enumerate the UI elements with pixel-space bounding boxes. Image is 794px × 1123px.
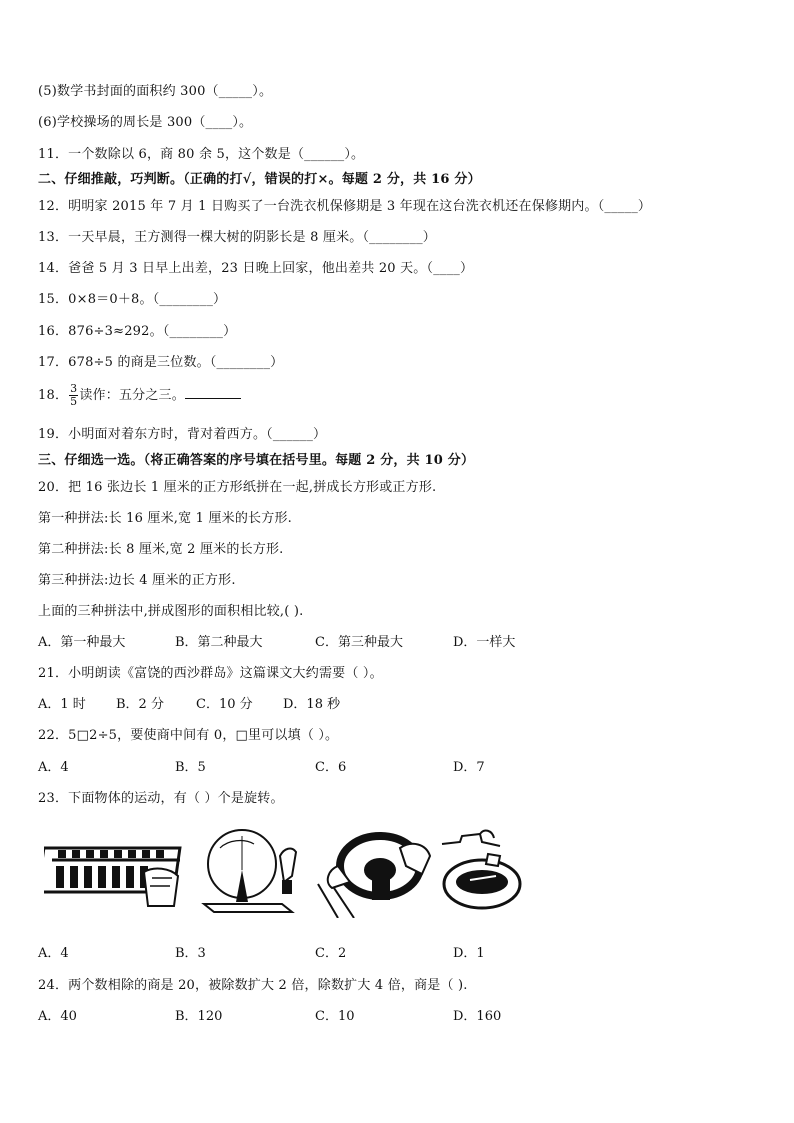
question-19: 19．小明面对着东方时，背对着西方。（______） xyxy=(38,427,327,442)
question-15: 15．0×8＝0＋8。（________） xyxy=(38,292,227,307)
q20-option-b: B．第二种最大 xyxy=(175,635,263,650)
question-14: 14．爸爸 5 月 3 日早上出差，23 日晚上回家，他出差共 20 天。（____） xyxy=(38,261,474,276)
question-18 xyxy=(38,381,241,411)
faucet-icon xyxy=(440,826,524,918)
question-13: 13．一天早晨，王方测得一棵大树的阴影长是 8 厘米。（________） xyxy=(38,230,436,245)
steering-wheel-icon xyxy=(314,826,432,918)
question-21: 21．小明朗读《富饶的西沙群岛》这篇课文大约需要（ ）。 xyxy=(38,666,383,681)
section-2-heading: 二、仔细推敲，巧判断。（正确的打√，错误的打×。每题 2 分，共 16 分） xyxy=(38,172,481,187)
question-16: 16．876÷3≈292。（________） xyxy=(38,324,237,339)
question-20-method-3: 第三种拼法:边长 4 厘米的正方形. xyxy=(38,573,236,588)
q22-option-c: C．6 xyxy=(315,760,347,775)
question-24: 24．两个数相除的商是 20，被除数扩大 2 倍，除数扩大 4 倍，商是（ ). xyxy=(38,978,468,993)
q21-option-d: D．18 秒 xyxy=(283,697,341,712)
question-11: 11．一个数除以 6，商 80 余 5，这个数是（______）。 xyxy=(38,147,365,162)
section-3-heading: 三、仔细选一选。（将正确答案的序号填在括号里。每题 2 分，共 10 分） xyxy=(38,453,475,468)
question-18-prefix: 18． xyxy=(38,388,69,403)
q23-option-d: D．1 xyxy=(453,946,485,961)
q24-option-d: D．160 xyxy=(453,1009,502,1024)
fraction xyxy=(69,383,78,408)
question-6: (6)学校操场的周长是 300（____）。 xyxy=(38,115,253,130)
question-20-ask: 上面的三种拼法中,拼成图形的面积相比较,( ). xyxy=(38,604,304,619)
q22-option-d: D．7 xyxy=(453,760,485,775)
question-20: 20．把 16 张边长 1 厘米的正方形纸拼在一起,拼成长方形或正方形. xyxy=(38,480,437,495)
question-5-6: (5)数学书封面的面积约 300（_____）。 xyxy=(38,84,273,99)
q20-option-c: C．第三种最大 xyxy=(315,635,403,650)
q24-option-b: B．120 xyxy=(175,1009,223,1024)
q21-option-c: C．10 分 xyxy=(196,697,253,712)
q21-option-a: A．1 时 xyxy=(38,697,86,712)
q23-option-c: C．2 xyxy=(315,946,347,961)
q21-option-b: B．2 分 xyxy=(116,697,164,712)
question-23-pictures xyxy=(44,826,524,918)
fraction-denominator: 5 xyxy=(70,395,78,408)
question-12: 12．明明家 2015 年 7 月 1 日购买了一台洗衣机保修期是 3 年现在这台洗衣机还在保修期内。（_____） xyxy=(38,199,652,214)
question-23: 23．下面物体的运动，有（ ）个是旋转。 xyxy=(38,791,284,806)
q24-option-a: A．40 xyxy=(38,1009,77,1024)
q23-option-b: B．3 xyxy=(175,946,206,961)
fraction-numerator: 3 xyxy=(70,382,78,395)
question-17: 17．678÷5 的商是三位数。（________） xyxy=(38,355,284,370)
q20-option-d: D．一样大 xyxy=(453,635,516,650)
q22-option-b: B．5 xyxy=(175,760,206,775)
q22-option-a: A．4 xyxy=(38,760,69,775)
question-20-method-2: 第二种拼法:长 8 厘米,宽 2 厘米的长方形. xyxy=(38,542,284,557)
q24-option-c: C．10 xyxy=(315,1009,355,1024)
abacus-icon xyxy=(44,826,184,918)
question-20-method-1: 第一种拼法:长 16 厘米,宽 1 厘米的长方形. xyxy=(38,511,292,526)
plasma-globe-icon xyxy=(192,826,302,918)
q20-option-a: A．第一种最大 xyxy=(38,635,126,650)
q23-option-a: A．4 xyxy=(38,946,69,961)
question-18-text: 读作：五分之三。 xyxy=(79,388,185,403)
question-22: 22．5□2÷5，要使商中间有 0，□里可以填（ ）。 xyxy=(38,728,339,743)
answer-blank xyxy=(185,386,241,399)
